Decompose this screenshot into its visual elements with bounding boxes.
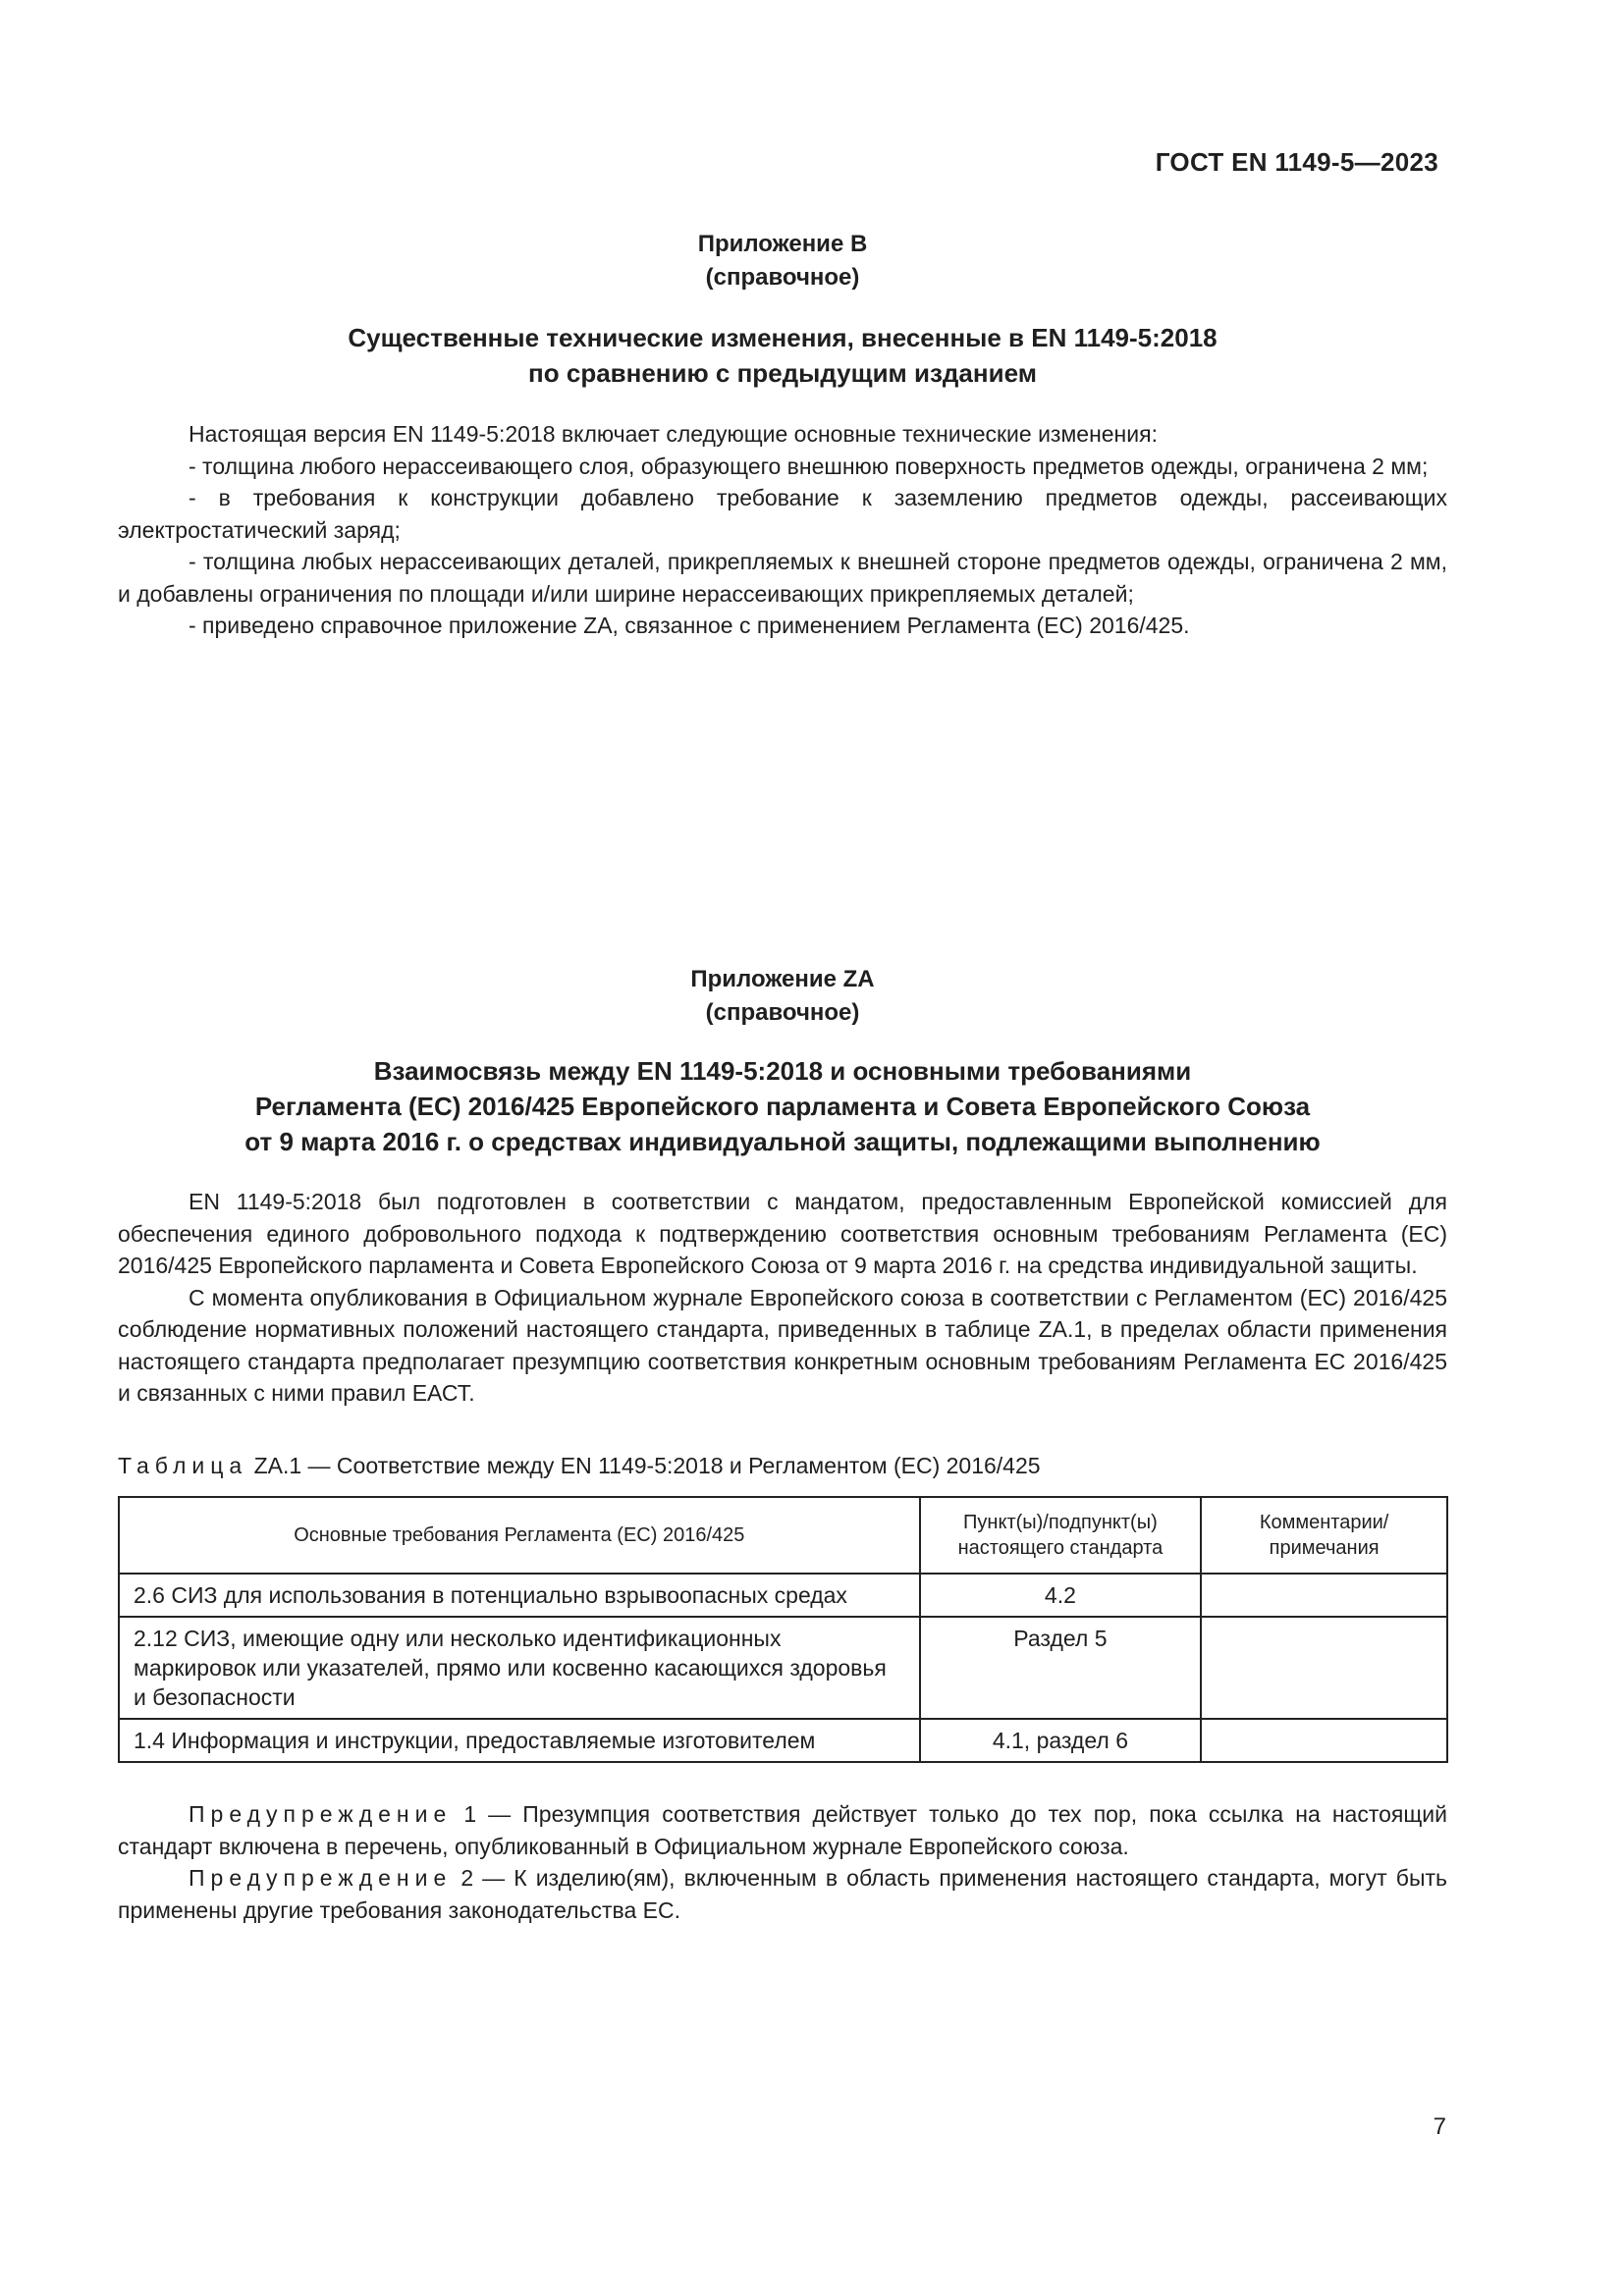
warning-word: Предупреждение (189, 1801, 453, 1827)
annex-za-title (118, 1053, 1447, 1159)
warning-text: 2 — К изделию(ям), включенным в область применения настоящего стандарта, могут быть применены другие требования законодательства ЕС. (118, 1865, 1447, 1923)
table-row (119, 1574, 1447, 1617)
annex-za-paragraph: С момента опубликования в Официальном журнале Европейского союза в соответствии с Регламентом (ЕС) 2016/425 соблюдение нормативных положений настоящего стандарта, приведенных в таблице ZA.1, в пределах области применения настоящего стандарта предполагает презумпцию соответствия конкретным основным требованиям Регламента ЕС 2016/425 и связанных с ними правил ЕАСТ. (118, 1284, 1447, 1406)
table-cell-clause: 4.1, раздел 6 (920, 1719, 1202, 1762)
standard-code: ГОСТ EN 1149-5—2023 (1155, 147, 1438, 177)
annex-za-title-line: Регламента (ЕС) 2016/425 Европейского парламента и Совета Европейского Союза (254, 1092, 1311, 1121)
table-caption-word: Таблица (118, 1453, 248, 1478)
annex-za-body (118, 1186, 1447, 1410)
annex-b-body (118, 418, 1447, 642)
annex-b-item: - толщина любого нерассеивающего слоя, образующего внешнюю поверхность предметов одежды, ограничена 2 мм; (189, 453, 1429, 479)
warnings (118, 1798, 1447, 1926)
table-row (119, 1719, 1447, 1762)
table-caption-text: ZA.1 — Соответствие между EN 1149-5:2018 и Регламентом (ЕС) 2016/425 (253, 1453, 1041, 1478)
annex-b-item: - приведено справочное приложение ZA, связанное с применением Регламента (ЕС) 2016/425. (189, 613, 1190, 638)
annex-b-item: - толщина любых нерассеивающих деталей, прикрепляемых к внешней стороне предметов одежды, ограничена 2 мм, и добавлены ограничения по площади и/или ширине нерассеивающих прикрепляемых деталей; (118, 549, 1447, 607)
table-cell-clause: Раздел 5 (920, 1617, 1202, 1719)
page-number: 7 (1433, 2113, 1446, 2140)
annex-za-label: Приложение ZA (690, 966, 875, 992)
warning-text: 1 — Презумпция соответствия действует только до тех пор, пока ссылка на настоящий стандарт включена в перечень, опубликованный в Официальном журнале Европейского союза. (118, 1801, 1447, 1859)
table-header-cell: Комментарии/ примечания (1201, 1497, 1447, 1574)
table-cell-requirement: 2.12 СИЗ, имеющие одну или несколько идентификационных маркировок или указателей, прямо или косвенно касающихся здоровья и безопасности (119, 1617, 920, 1719)
table-cell-comment (1201, 1617, 1447, 1719)
annex-za-paragraph: EN 1149-5:2018 был подготовлен в соответствии с мандатом, предоставленным Европейской комиссией для обеспечения единого добровольного подхода к подтверждению соответствия основным требованиям Регламента (ЕС) 2016/425 Европейского парламента и Совета Европейского Союза от 9 марта 2016 г. на средства индивидуальной защиты. (118, 1189, 1447, 1278)
table-cell-requirement: 2.6 СИЗ для использования в потенциально взрывоопасных средах (119, 1574, 920, 1617)
table-cell-clause: 4.2 (920, 1574, 1202, 1617)
annex-b-label: Приложение В (697, 231, 868, 257)
correspondence-table (118, 1496, 1448, 1763)
warning-note (118, 1862, 1447, 1926)
warning-note (118, 1798, 1447, 1862)
annex-za-title-line: Взаимосвязь между EN 1149-5:2018 и основными требованиями (373, 1056, 1192, 1086)
warning-word: Предупреждение (189, 1865, 453, 1891)
annex-za-heading (118, 963, 1447, 1030)
table-row (119, 1617, 1447, 1719)
annex-b-intro: Настоящая версия EN 1149-5:2018 включает следующие основные технические изменения: (189, 421, 1158, 447)
annex-b-title (118, 320, 1447, 391)
annex-b-item: - в требования к конструкции добавлено требование к заземлению предметов одежды, рассеивающих электростатический заряд; (118, 485, 1447, 543)
table-header-cell: Пункт(ы)/подпункт(ы) настоящего стандарта (920, 1497, 1202, 1574)
annex-za-title-line: от 9 марта 2016 г. о средствах индивидуальной защиты, подлежащими выполнению (244, 1127, 1321, 1156)
annex-b-heading (118, 228, 1447, 294)
table-caption (118, 1450, 1041, 1481)
annex-za-type: (справочное) (705, 999, 860, 1026)
table-header-cell: Основные требования Регламента (ЕС) 2016/425 (119, 1497, 920, 1574)
table-header-row (119, 1497, 1447, 1574)
table-cell-requirement: 1.4 Информация и инструкции, предоставляемые изготовителем (119, 1719, 920, 1762)
table-cell-comment (1201, 1574, 1447, 1617)
table-cell-comment (1201, 1719, 1447, 1762)
annex-b-type: (справочное) (705, 264, 860, 291)
annex-b-title-line: Существенные технические изменения, внесенные в EN 1149-5:2018 (348, 323, 1218, 352)
annex-b-title-line: по сравнению с предыдущим изданием (528, 358, 1037, 388)
